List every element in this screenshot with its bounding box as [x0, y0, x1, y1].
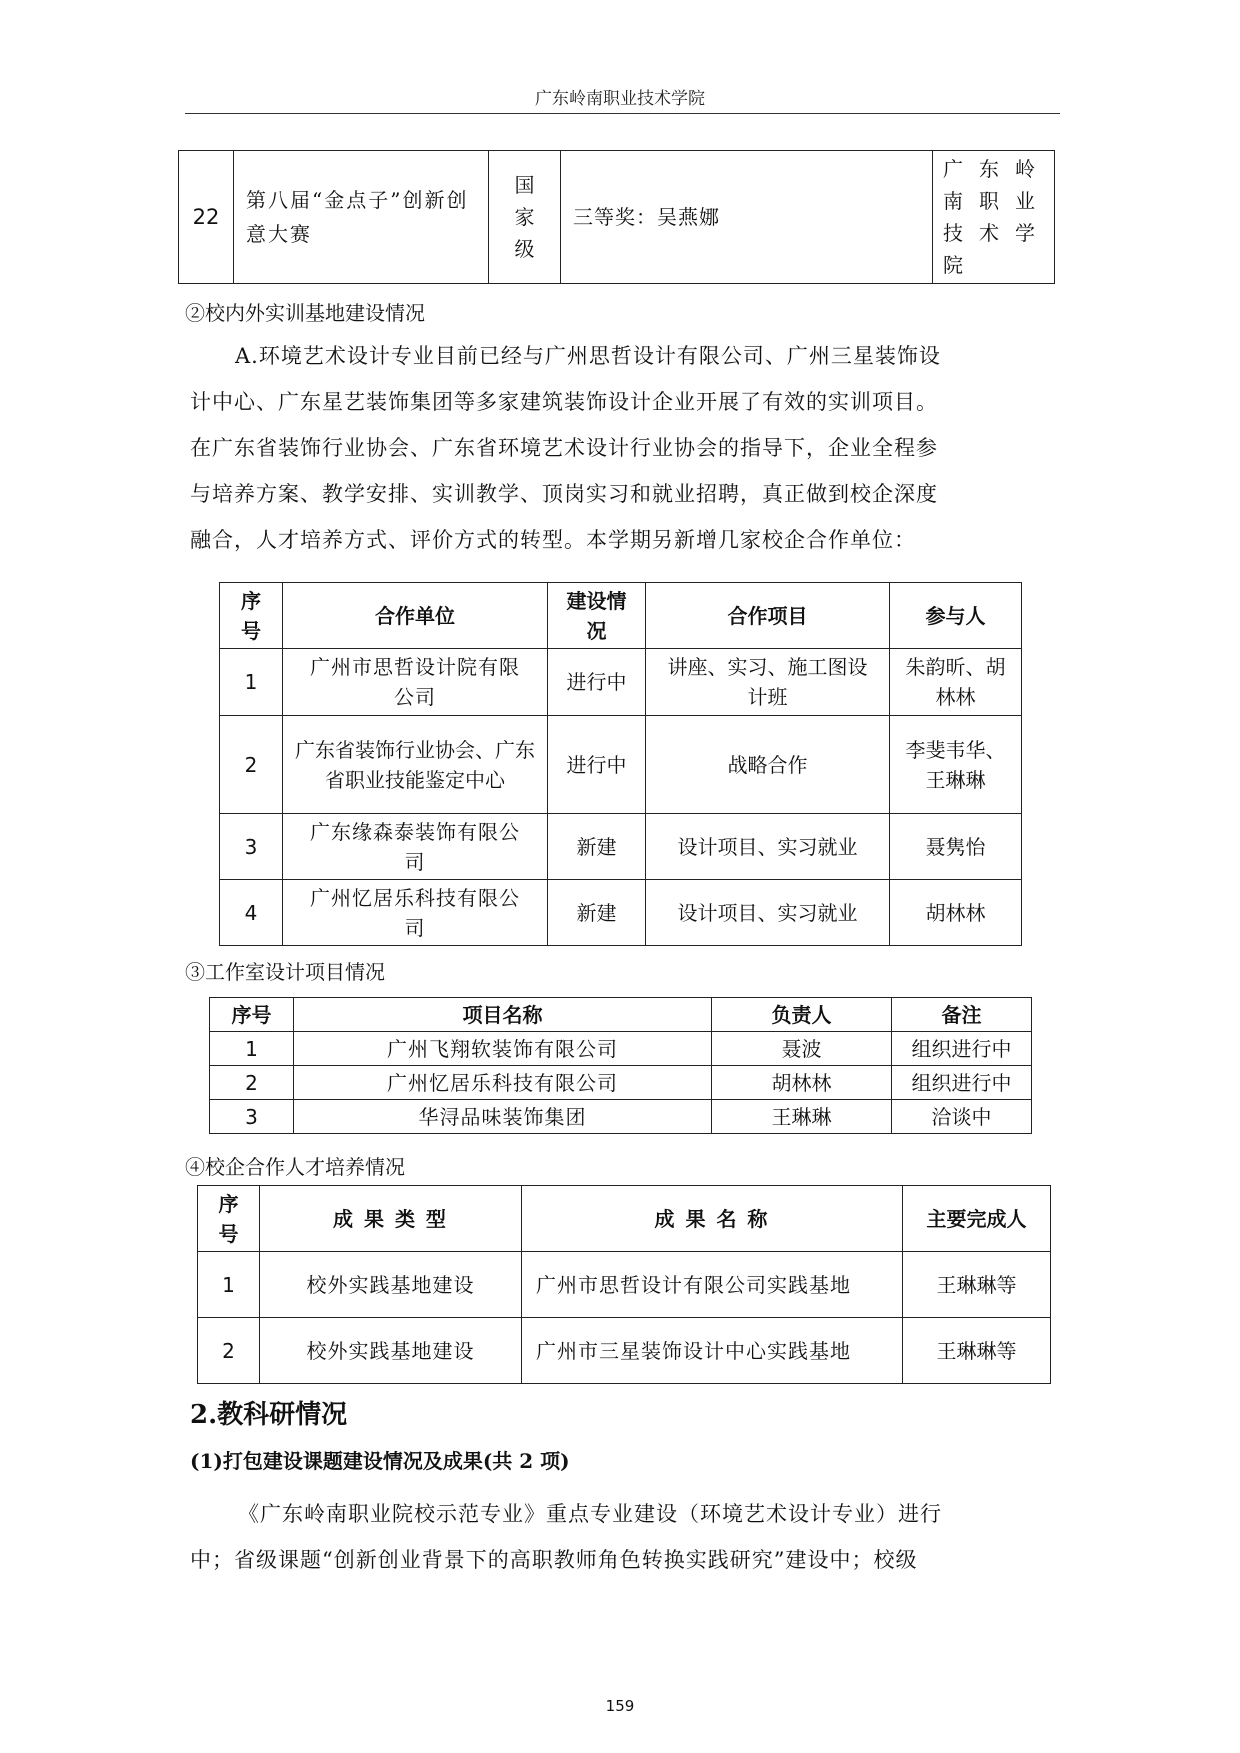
- cell-status: 新建: [548, 814, 646, 880]
- award-table: [178, 150, 1055, 284]
- table-header-row: [198, 1186, 1051, 1252]
- talent-table: [197, 1185, 1051, 1384]
- cell-project: 战略合作: [646, 716, 890, 814]
- header-divider: [185, 113, 1060, 114]
- page-number: 159: [605, 1697, 635, 1715]
- partners-table: [219, 582, 1022, 946]
- section-title-talent: ④校企合作人才培养情况: [185, 1155, 405, 1179]
- header-cell: 合作项目: [646, 583, 890, 649]
- cell-unit: 广州市思哲设计院有限公司: [283, 649, 548, 716]
- award-no: 22: [179, 151, 234, 284]
- award-unit: 广东岭南职业技术学院: [933, 151, 1055, 284]
- header-cell: 主要完成人: [903, 1186, 1051, 1252]
- studio-table: [209, 997, 1032, 1134]
- paragraph-line: 计中心、广东星艺装饰集团等多家建筑装饰设计企业开展了有效的实训项目。: [190, 390, 938, 414]
- page-header: 广东岭南职业技术学院: [535, 89, 705, 109]
- cell-project: 讲座、实习、施工图设计班: [646, 649, 890, 716]
- cell-project-name: 华浔品味装饰集团: [294, 1100, 712, 1134]
- header-cell: 序号: [210, 998, 294, 1032]
- award-competition: 第八届“金点子”创新创意大赛: [234, 151, 489, 284]
- cell-person: 王琳琳等: [903, 1318, 1051, 1384]
- header-cell: 项目名称: [294, 998, 712, 1032]
- cell-note: 组织进行中: [892, 1032, 1032, 1066]
- cell-achievement: 广州市三星装饰设计中心实践基地: [522, 1318, 903, 1384]
- header-cell: 成 果 类 型: [260, 1186, 522, 1252]
- header-cell: 参与人: [890, 583, 1022, 649]
- training-paragraph: [190, 333, 1070, 563]
- paragraph-line: 中；省级课题“创新创业背景下的高职教师角色转换实践研究”建设中；校级: [190, 1548, 918, 1572]
- table-row: [198, 1252, 1051, 1318]
- table-header-row: [220, 583, 1022, 649]
- cell-no: 2: [220, 716, 283, 814]
- cell-no: 4: [220, 880, 283, 946]
- table-row: [210, 1032, 1032, 1066]
- header-cell: 合作单位: [283, 583, 548, 649]
- award-level: 国家级: [489, 151, 561, 284]
- cell-project-name: 广州飞翔软装饰有限公司: [294, 1032, 712, 1066]
- header-cell: 备注: [892, 998, 1032, 1032]
- cell-unit: 广州忆居乐科技有限公司: [283, 880, 548, 946]
- cell-unit: 广东省装饰行业协会、广东省职业技能鉴定中心: [283, 716, 548, 814]
- header-cell: 序号: [220, 583, 283, 649]
- cell-no: 2: [210, 1066, 294, 1100]
- cell-owner: 王琳琳: [712, 1100, 892, 1134]
- paragraph-line: 在广东省装饰行业协会、广东省环境艺术设计行业协会的指导下，企业全程参: [190, 436, 938, 460]
- table-header-row: [210, 998, 1032, 1032]
- paragraph-line: 融合，人才培养方式、评价方式的转型。本学期另新增几家校企合作单位：: [190, 528, 916, 552]
- cell-type: 校外实践基地建设: [260, 1318, 522, 1384]
- header-cell: 负责人: [712, 998, 892, 1032]
- cell-no: 3: [210, 1100, 294, 1134]
- cell-person: 李斐韦华、王琳琳: [890, 716, 1022, 814]
- table-row: [210, 1066, 1032, 1100]
- research-paragraph: [190, 1491, 1070, 1583]
- cell-status: 进行中: [548, 649, 646, 716]
- paragraph-line: A.环境艺术设计专业目前已经与广州思哲设计有限公司、广州三星装饰设: [235, 344, 941, 368]
- cell-owner: 聂波: [712, 1032, 892, 1066]
- header-cell: 成 果 名 称: [522, 1186, 903, 1252]
- section-title-studio: ③工作室设计项目情况: [185, 960, 385, 984]
- cell-no: 1: [220, 649, 283, 716]
- cell-status: 新建: [548, 880, 646, 946]
- award-result: 三等奖：吴燕娜: [561, 151, 933, 284]
- table-row: [210, 1100, 1032, 1134]
- cell-person: 胡林林: [890, 880, 1022, 946]
- cell-note: 组织进行中: [892, 1066, 1032, 1100]
- cell-project-name: 广州忆居乐科技有限公司: [294, 1066, 712, 1100]
- cell-person: 朱韵昕、胡林林: [890, 649, 1022, 716]
- cell-project: 设计项目、实习就业: [646, 814, 890, 880]
- research-heading: 2.教科研情况: [190, 1400, 348, 1430]
- cell-status: 进行中: [548, 716, 646, 814]
- cell-type: 校外实践基地建设: [260, 1252, 522, 1318]
- table-row: [220, 649, 1022, 716]
- table-row: [220, 716, 1022, 814]
- cell-unit: 广东缘森泰装饰有限公司: [283, 814, 548, 880]
- section-title-training: ②校内外实训基地建设情况: [185, 301, 425, 325]
- table-row: [179, 151, 1055, 284]
- cell-project: 设计项目、实习就业: [646, 880, 890, 946]
- cell-person: 聂隽怡: [890, 814, 1022, 880]
- table-row: [198, 1318, 1051, 1384]
- cell-no: 1: [198, 1252, 260, 1318]
- cell-owner: 胡林林: [712, 1066, 892, 1100]
- cell-achievement: 广州市思哲设计有限公司实践基地: [522, 1252, 903, 1318]
- cell-no: 2: [198, 1318, 260, 1384]
- table-row: [220, 814, 1022, 880]
- table-row: [220, 880, 1022, 946]
- header-cell: 建设情况: [548, 583, 646, 649]
- research-subheading: (1)打包建设课题建设情况及成果(共 2 项): [190, 1449, 570, 1473]
- cell-no: 1: [210, 1032, 294, 1066]
- cell-person: 王琳琳等: [903, 1252, 1051, 1318]
- cell-note: 洽谈中: [892, 1100, 1032, 1134]
- cell-no: 3: [220, 814, 283, 880]
- header-cell: 序号: [198, 1186, 260, 1252]
- paragraph-line: 与培养方案、教学安排、实训教学、顶岗实习和就业招聘，真正做到校企深度: [190, 482, 938, 506]
- paragraph-line: 《广东岭南职业院校示范专业》重点专业建设（环境艺术设计专业）进行: [238, 1502, 942, 1526]
